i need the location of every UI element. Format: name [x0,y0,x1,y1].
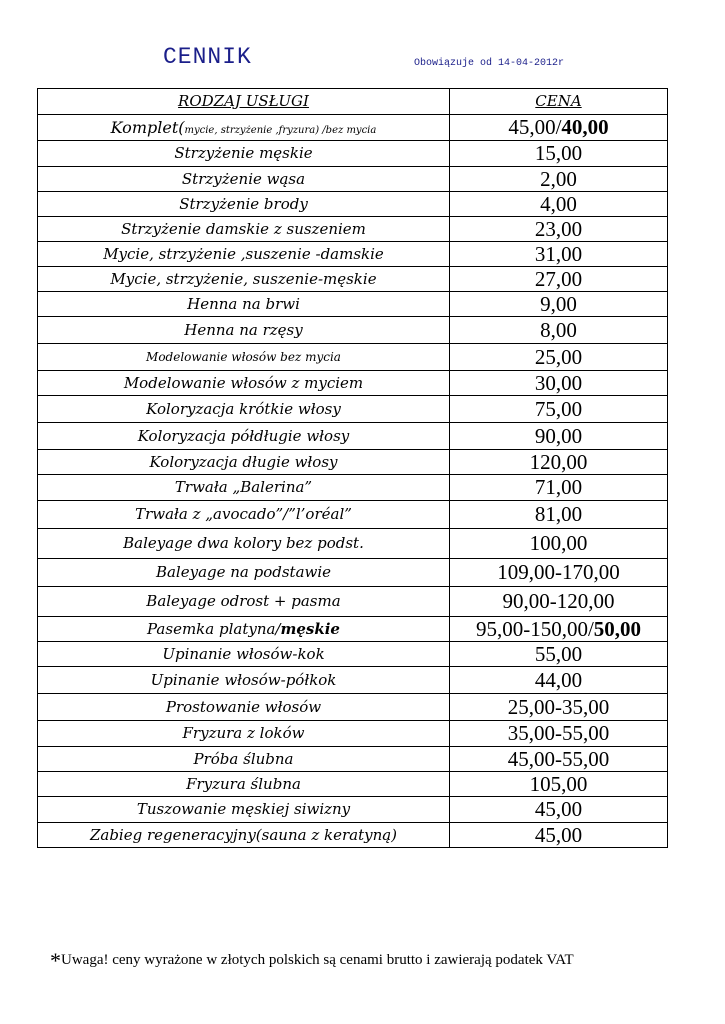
service-regular: Pasemka platyna/ [147,619,281,638]
table-row [38,721,668,747]
service-cell: Strzyżenie męskie [38,141,450,167]
price-cell: 55,00 [450,642,668,667]
service-cell: Modelowanie włosów z myciem [38,371,450,396]
table-row [38,217,668,242]
price-cell: 15,00 [450,141,668,167]
service-cell: Zabieg regeneracyjny(sauna z keratyną) [38,823,450,848]
service-cell: Fryzura z loków [38,721,450,747]
price-cell [450,115,668,141]
price-cell: 45,00 [450,797,668,823]
table-row [38,317,668,344]
table-row [38,267,668,292]
price-cell: 71,00 [450,475,668,501]
service-extra: mycie, strzyżenie ,fryzura) /bez mycia [184,124,377,136]
footnote [50,948,574,974]
price-bold: 50,00 [593,616,642,641]
service-cell: Koloryzacja półdługie włosy [38,423,450,450]
service-cell [38,115,450,141]
header-price: CENA [450,89,668,115]
table-row [38,141,668,167]
table-row [38,797,668,823]
price-cell: 27,00 [450,267,668,292]
table-row [38,529,668,559]
valid-from-date: Obowiązuje od 14-04-2012r [414,58,565,69]
table-row [38,475,668,501]
price-cell: 25,00 [450,344,668,371]
price-cell: 9,00 [450,292,668,317]
service-cell: Fryzura ślubna [38,772,450,797]
table-row [38,642,668,667]
price-cell: 105,00 [450,772,668,797]
service-cell: Trwała „Balerina” [38,475,450,501]
price-regular: 45,00/ [508,115,562,139]
header-service: RODZAJ USŁUGI [38,89,450,115]
table-row [38,242,668,267]
price-cell: 35,00-55,00 [450,721,668,747]
price-cell: 81,00 [450,501,668,529]
table-row [38,396,668,423]
service-cell: Tuszowanie męskiej siwizny [38,797,450,823]
service-cell: Próba ślubna [38,747,450,772]
table-row [38,747,668,772]
table-row [38,192,668,217]
table-row [38,559,668,587]
table-row [38,587,668,617]
table-row [38,167,668,192]
price-cell: 23,00 [450,217,668,242]
service-bold: męskie [280,619,340,638]
price-regular: 95,00-150,00/ [475,616,594,641]
service-cell: Strzyżenie wąsa [38,167,450,192]
table-header-row [38,89,668,115]
service-cell: Strzyżenie brody [38,192,450,217]
price-cell: 30,00 [450,371,668,396]
service-cell: Koloryzacja krótkie włosy [38,396,450,423]
price-cell: 100,00 [450,529,668,559]
table-row [38,115,668,141]
price-cell: 90,00-120,00 [450,587,668,617]
table-row [38,823,668,848]
price-cell: 44,00 [450,667,668,694]
service-cell: Baleyage dwa kolory bez podst. [38,529,450,559]
table-row [38,450,668,475]
service-main: Komplet( [110,117,185,137]
service-cell: Henna na rzęsy [38,317,450,344]
footnote-star: * [50,948,61,973]
price-cell: 120,00 [450,450,668,475]
table-row [38,667,668,694]
price-bold: 40,00 [561,115,609,139]
table-row [38,344,668,371]
table-row [38,423,668,450]
table-row [38,617,668,642]
service-cell: Strzyżenie damskie z suszeniem [38,217,450,242]
price-cell: 25,00-35,00 [450,694,668,721]
price-cell: 4,00 [450,192,668,217]
page-title: CENNIK [163,44,252,70]
service-cell: Prostowanie włosów [38,694,450,721]
service-cell: Henna na brwi [38,292,450,317]
price-cell: 45,00-55,00 [450,747,668,772]
price-cell [450,617,668,642]
price-cell: 109,00-170,00 [450,559,668,587]
price-cell: 2,00 [450,167,668,192]
table-row [38,292,668,317]
service-cell: Koloryzacja długie włosy [38,450,450,475]
price-table [37,88,668,848]
price-cell: 45,00 [450,823,668,848]
service-cell: Trwała z „avocado”/”l’oréal” [38,501,450,529]
service-cell: Mycie, strzyżenie, suszenie-męskie [38,267,450,292]
table-row [38,501,668,529]
price-cell: 90,00 [450,423,668,450]
service-cell: Upinanie włosów-kok [38,642,450,667]
service-cell: Upinanie włosów-półkok [38,667,450,694]
price-cell: 75,00 [450,396,668,423]
service-cell [38,617,450,642]
price-cell: 31,00 [450,242,668,267]
service-cell: Baleyage odrost + pasma [38,587,450,617]
service-cell: Modelowanie włosów bez mycia [38,344,450,371]
service-cell: Baleyage na podstawie [38,559,450,587]
table-row [38,772,668,797]
service-cell: Mycie, strzyżenie ,suszenie -damskie [38,242,450,267]
footnote-text: Uwaga! ceny wyrażone w złotych polskich są cenami brutto i zawierają podatek VAT [61,952,574,968]
table-row [38,694,668,721]
price-cell: 8,00 [450,317,668,344]
table-row [38,371,668,396]
